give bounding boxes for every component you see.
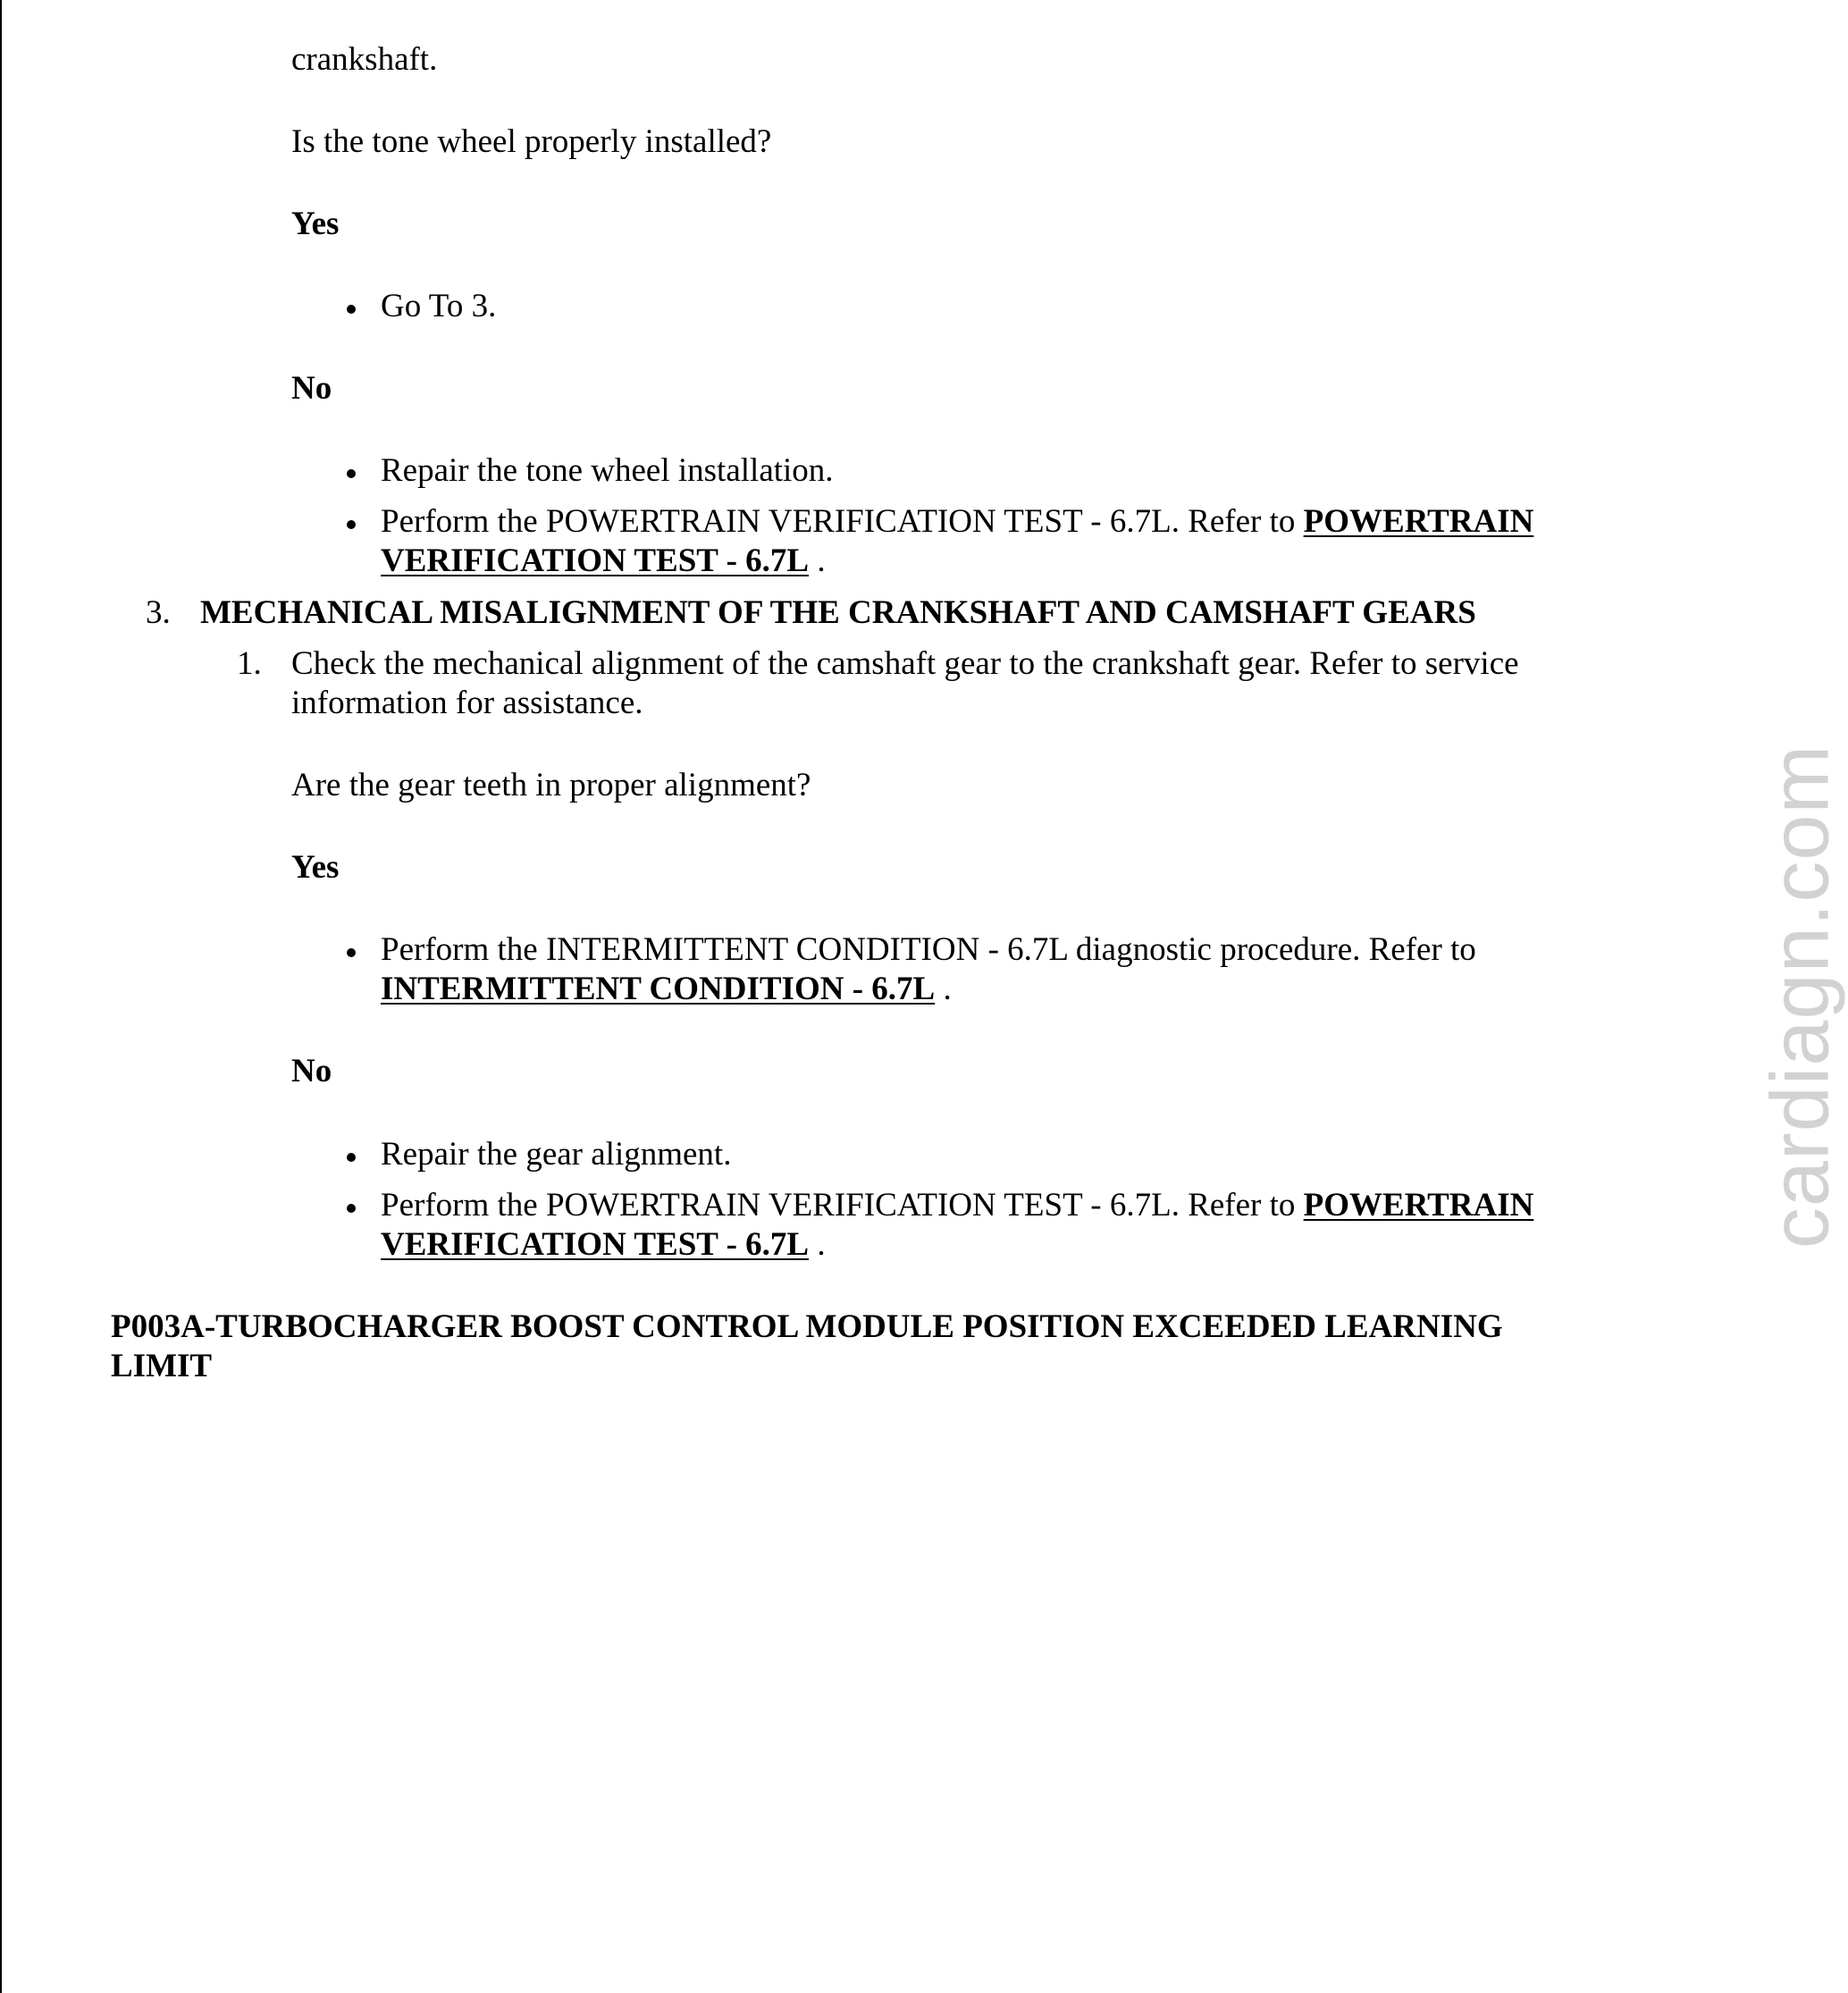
page-left-border xyxy=(0,0,2,1993)
step-number: 3. xyxy=(146,594,171,631)
powertrain-verification-link[interactable]: POWERTRAIN xyxy=(1303,1187,1534,1224)
yes-label: Yes xyxy=(291,206,340,242)
intermittent-item-continued xyxy=(381,970,952,1009)
gear-alignment-question: Are the gear teeth in proper alignment? xyxy=(291,767,811,803)
bullet-icon xyxy=(347,305,356,314)
verification-item-text: Perform the POWERTRAIN VERIFICATION TEST - 6.7L. Refer to xyxy=(381,503,1296,540)
intermittent-condition-link[interactable]: INTERMITTENT CONDITION - 6.7L xyxy=(381,971,936,1007)
period: . xyxy=(817,1226,826,1263)
substep-number: 1. xyxy=(237,645,262,682)
powertrain-verification-link[interactable]: POWERTRAIN xyxy=(1303,503,1534,540)
verification-item-continued xyxy=(381,1225,826,1265)
goto-step-item: Go To 3. xyxy=(381,288,497,324)
bullet-icon xyxy=(347,469,356,478)
period: . xyxy=(943,971,952,1007)
bullet-icon xyxy=(347,948,356,957)
watermark-text: cardiagn.com xyxy=(1754,744,1846,1249)
no-label: No xyxy=(291,1053,332,1089)
no-label: No xyxy=(291,370,332,407)
tone-wheel-question: Is the tone wheel properly installed? xyxy=(291,123,772,160)
period: . xyxy=(817,542,826,579)
verification-item xyxy=(381,502,1533,542)
yes-label: Yes xyxy=(291,849,340,886)
verification-item xyxy=(381,1186,1533,1225)
bullet-icon xyxy=(347,1204,356,1213)
substep-text-line1: Check the mechanical alignment of the camshaft gear to the crankshaft gear. Refer to service xyxy=(291,645,1519,682)
bullet-icon xyxy=(347,520,356,529)
step-title: MECHANICAL MISALIGNMENT OF THE CRANKSHAFT AND CAMSHAFT GEARS xyxy=(200,594,1476,631)
repair-tone-wheel-item: Repair the tone wheel installation. xyxy=(381,452,834,489)
verification-item-continued xyxy=(381,542,826,581)
substep-text-line2: information for assistance. xyxy=(291,685,643,721)
continued-text: crankshaft. xyxy=(291,41,438,78)
powertrain-verification-link-continued[interactable]: VERIFICATION TEST - 6.7L xyxy=(381,542,810,579)
section-heading-line1: P003A-TURBOCHARGER BOOST CONTROL MODULE POSITION EXCEEDED LEARNING xyxy=(111,1308,1503,1345)
bullet-icon xyxy=(347,1153,356,1162)
powertrain-verification-link-continued[interactable]: VERIFICATION TEST - 6.7L xyxy=(381,1226,810,1263)
intermittent-item: Perform the INTERMITTENT CONDITION - 6.7L diagnostic procedure. Refer to xyxy=(381,931,1476,968)
section-heading-line2: LIMIT xyxy=(111,1348,213,1384)
repair-gear-item: Repair the gear alignment. xyxy=(381,1136,732,1173)
verification-item-text: Perform the POWERTRAIN VERIFICATION TEST - 6.7L. Refer to xyxy=(381,1187,1296,1224)
